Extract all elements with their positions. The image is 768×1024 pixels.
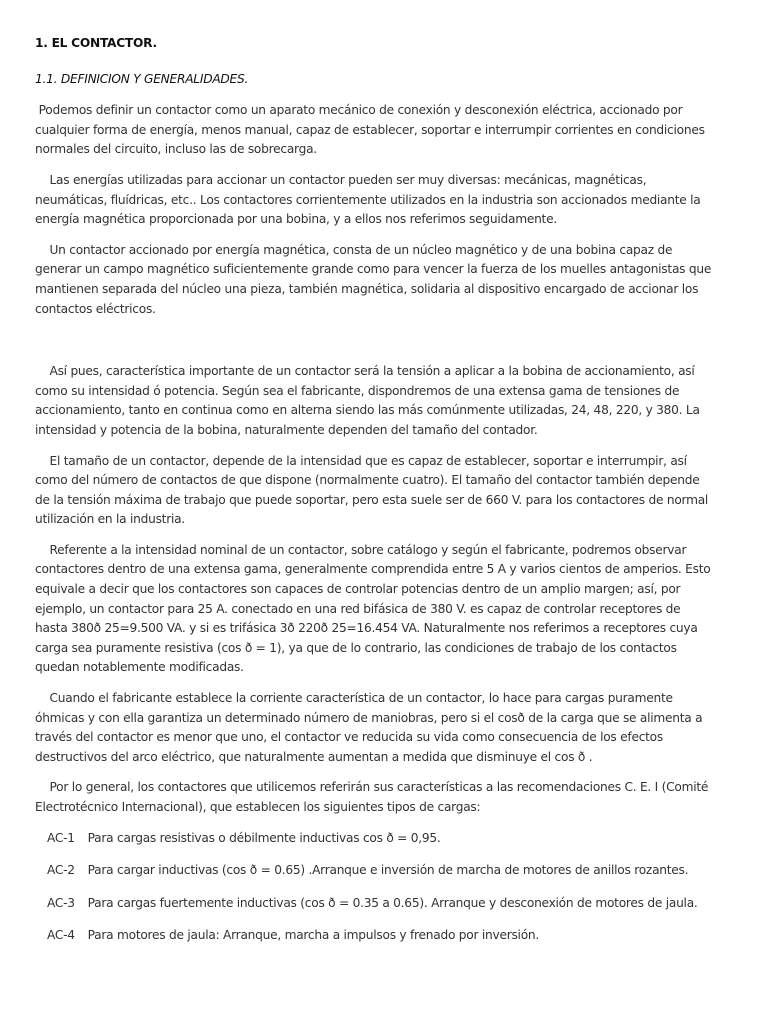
load-type-text: Para cargas fuertemente inductivas (cos ð = 0.35 a 0.65). Arranque y desconexión de motores de jaula.	[87, 895, 698, 910]
load-type-item	[35, 926, 715, 946]
load-type-item	[35, 894, 715, 914]
paragraph: El tamaño de un contactor, depende de la intensidad que es capaz de establecer, soportar e interrumpir, así como del número de contactos de que dispone (normalmente cuatro). El tamaño del contactor también depende de la tensión máxima de trabajo que puede soportar, pero esta suele ser de 660 V. para los contactores de normal utilización en la industria.	[35, 453, 712, 527]
subsection-heading: 1.1. DEFINICION Y GENERALIDADES.	[35, 71, 249, 86]
paragraph: Un contactor accionado por energía magnética, consta de un núcleo magnético y de una bobina capaz de generar un campo magnético suficientemente grande como para vencer la fuerza de los muelles antagonistas que mantienen separada del núcleo una pieza, también magnética, solidaria al dispositivo encargado de accionar los contactos eléctricos.	[35, 242, 715, 316]
load-type-code: AC-2	[47, 863, 75, 878]
paragraph: Referente a la intensidad nominal de un contactor, sobre catálogo y según el fabricante, podremos observar contactores dentro de una extensa gama, generalmente comprendida entre 5 A y varios cientos de amperios. Esto equivale a decir que los contactores son capaces de controlar potencias dentro de un amplio margen; así, por ejemplo, un contactor para 25 A. conectado en una red bifásica de 380 V. es capaz de controlar receptores de hasta 380ð 25=9.500 VA. y si es trifásica 3ð 220ð 25=16.454 VA. Naturalmente nos referimos a receptores cuya carga sea puramente resistiva (cos ð = 1), ya que de lo contrario, las condiciones de trabajo de los contactos quedan notablemente modificadas.	[35, 542, 715, 675]
paragraph: Las energías utilizadas para accionar un contactor pueden ser muy diversas: mecánicas, magnéticas, neumáticas, fluídricas, etc.. Los contactores corrientemente utilizados en la industria son accionados mediante la energía magnética proporcionada por una bobina, y a ellos nos referimos seguidamente.	[35, 172, 705, 227]
load-type-code: AC-4	[47, 928, 75, 943]
load-type-text: Para cargas resistivas o débilmente inductivas cos ð = 0,95.	[87, 830, 441, 845]
document-body	[35, 34, 715, 959]
blank-gap	[35, 330, 715, 362]
load-type-item	[35, 861, 715, 881]
paragraph: Podemos definir un contactor como un aparato mecánico de conexión y desconexión eléctrica, accionado por cualquier forma de energía, menos manual, capaz de establecer, soportar e interrumpir corrientes en condiciones normales del circuito, incluso las de sobrecarga.	[35, 103, 709, 157]
paragraph: Así pues, característica importante de un contactor será la tensión a aplicar a la bobina de accionamiento, así como su intensidad ó potencia. Según sea el fabricante, dispondremos de una extensa gama de tensiones de accionamiento, tanto en continua como en alterna siendo las más comúnmente utilizadas, 24, 48, 220, y 380. La intensidad y potencia de la bobina, naturalmente dependen del tamaño del contador.	[35, 364, 704, 437]
section-heading: 1. EL CONTACTOR.	[35, 36, 157, 50]
paragraph: Cuando el fabricante establece la corriente característica de un contactor, lo hace para cargas puramente óhmicas y con ella garantiza un determinado número de maniobras, pero si el cosð de la carga que se alimenta a través del contactor es menor que uno, el contactor ve reducida su vida como consecuencia de los efectos destructivos del arco eléctrico, que naturalmente aumentan a medida que disminuye el cos ð .	[35, 691, 706, 764]
load-type-item	[35, 829, 715, 849]
load-type-text: Para motores de jaula: Arranque, marcha a impulsos y frenado por inversión.	[87, 928, 539, 943]
paragraph: Por lo general, los contactores que utilicemos referirán sus características a las recomendaciones C. E. I (Comité Electrotécnico Internacional), que establecen los siguientes tipos de cargas:	[35, 780, 712, 814]
load-type-text: Para cargar inductivas (cos ð = 0.65) .Arranque e inversión de marcha de motores de anillos rozantes.	[87, 863, 689, 878]
load-type-code: AC-3	[47, 895, 75, 910]
load-type-code: AC-1	[47, 830, 75, 845]
